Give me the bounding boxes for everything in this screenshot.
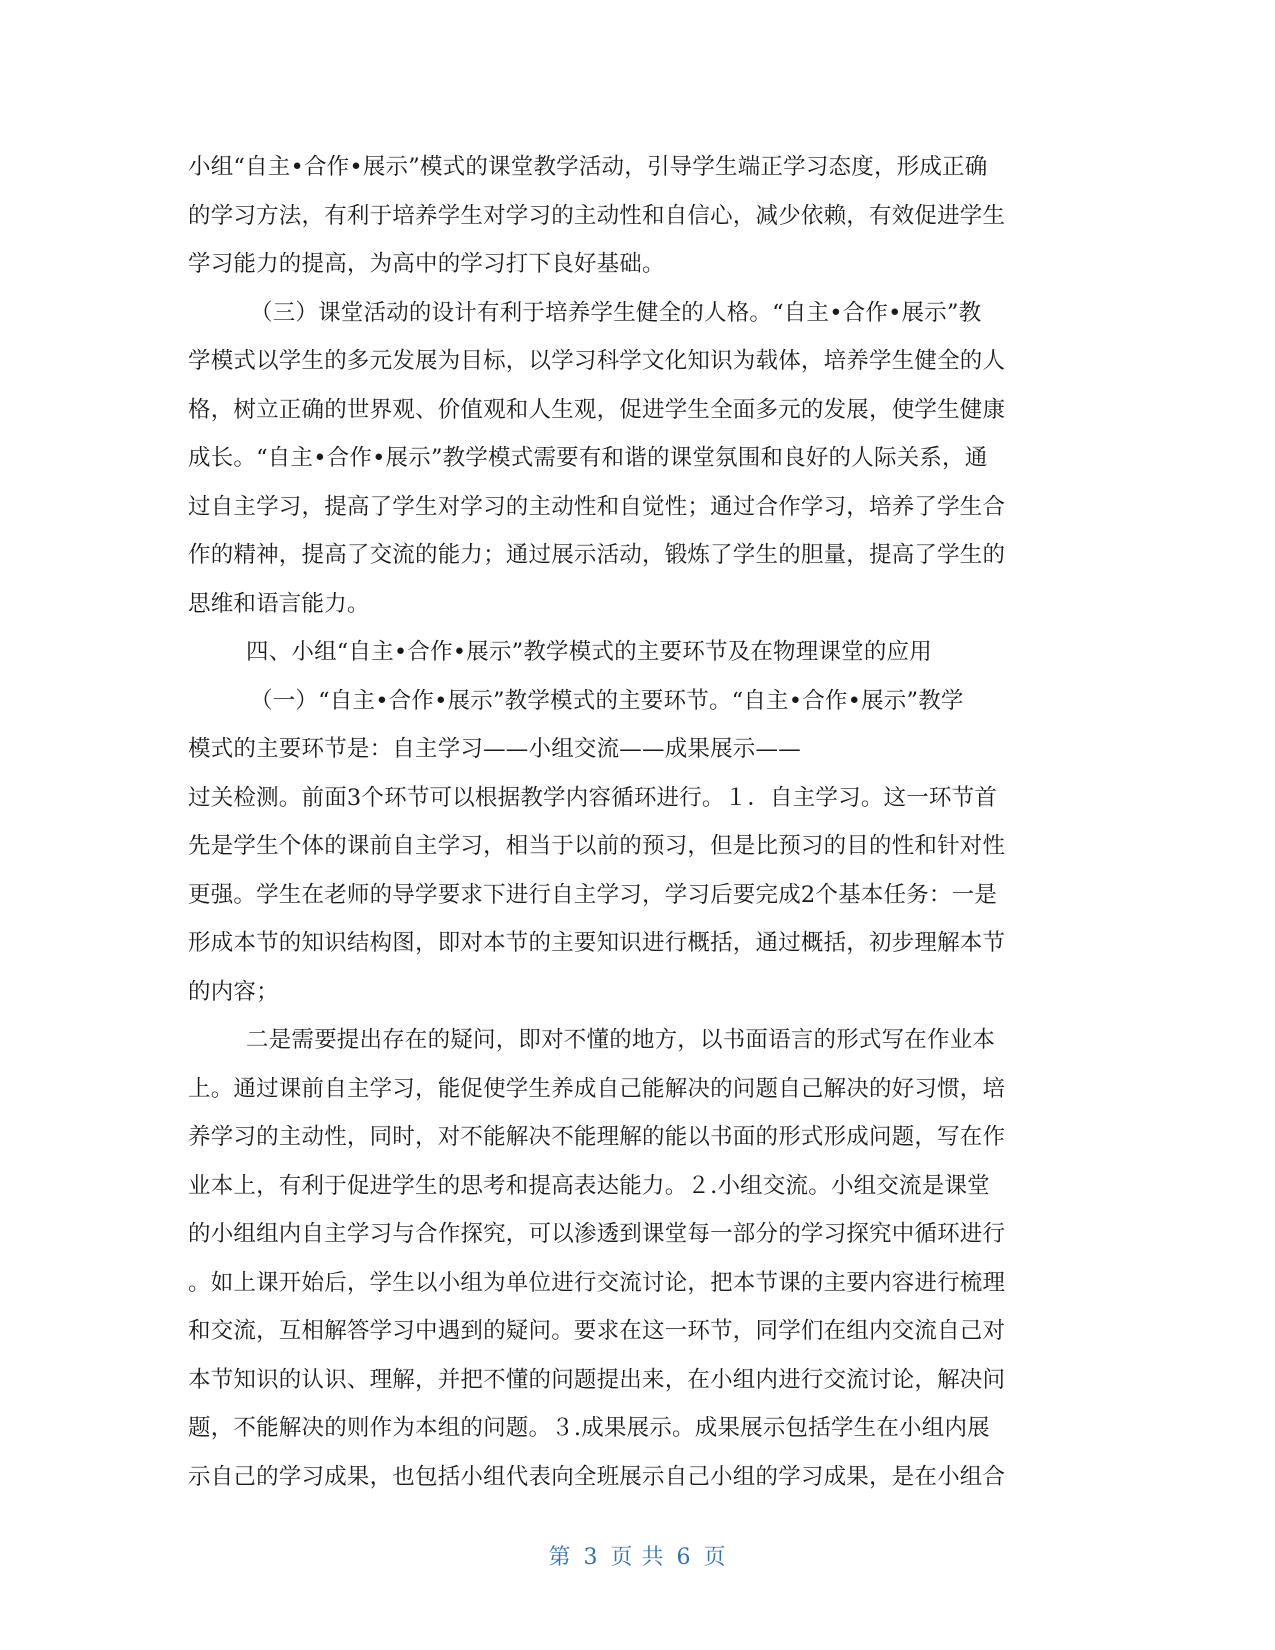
text-line-7: 成长。“自主•合作•展示”教学模式需要有和谐的课堂氛围和良好的人际关系，通 (188, 445, 988, 471)
text-line-2: 的学习方法，有利于培养学生对学习的主动性和自信心，减少依赖，有效促进学生 (188, 202, 1006, 229)
text-line-27: 题，不能解决的则作为本组的问题。３.成果展示。成果展示包括学生在小组内展 (188, 1415, 990, 1441)
text-line-19: 二是需要提出存在的疑问，即对不懂的地方，以书面语言的形式写在作业本 (246, 1027, 996, 1053)
text-line-14: 过关检测。前面3个环节可以根据教学内容循环进行。１．自主学习。这一环节首 (188, 784, 998, 811)
text-line-12: （一）“自主•合作•展示”教学模式的主要环节。“自主•合作•展示”教学 (250, 687, 964, 714)
text-line-9: 作的精神，提高了交流的能力；通过展示活动，锻炼了学生的胆量，提高了学生的 (188, 542, 1006, 568)
footer-prefix: 第 (548, 1545, 572, 1570)
footer-middle: 页 共 (610, 1545, 665, 1570)
text-line-4: （三）课堂活动的设计有利于培养学生健全的人格。“自主•合作•展示”教 (250, 299, 982, 326)
text-line-1: 小组“自主•合作•展示”模式的课堂教学活动，引导学生端正学习态度，形成正确 (188, 154, 988, 180)
text-line-18: 的内容； (188, 978, 279, 1005)
text-line-5: 学模式以学生的多元发展为目标，以学习科学文化知识为载体，培养学生健全的人 (188, 348, 1006, 374)
text-line-8: 过自主学习，提高了学生对学习的主动性和自觉性；通过合作学习，培养了学生合 (188, 493, 1006, 520)
text-line-13: 模式的主要环节是：自主学习——小组交流——成果展示—— (188, 736, 801, 762)
text-line-23: 的小组组内自主学习与合作探究，可以渗透到课堂每一部分的学习探究中循环进行 (188, 1221, 1006, 1247)
text-line-24: 。如上课开始后，学生以小组为单位进行交流讨论，把本节课的主要内容进行梳理 (188, 1269, 1006, 1296)
text-line-28: 示自己的学习成果，也包括小组代表向全班展示自己小组的学习成果，是在小组合 (188, 1463, 1006, 1490)
text-line-25: 和交流，互相解答学习中遇到的疑问。要求在这一环节，同学们在组内交流自己对 (188, 1318, 1006, 1344)
text-line-21: 养学习的主动性，同时，对不能解决不能理解的能以书面的形式形成问题，写在作 (188, 1124, 1006, 1150)
document-body (188, 143, 1088, 1501)
text-line-26: 本节知识的认识、理解，并把不懂的问题提出来，在小组内进行交流讨论，解决问 (188, 1366, 1006, 1393)
text-line-22: 业本上，有利于促进学生的思考和提高表达能力。２.小组交流。小组交流是课堂 (188, 1172, 990, 1199)
footer-total-pages: 6 (676, 1545, 692, 1570)
text-line-3: 学习能力的提高，为高中的学习打下良好基础。 (188, 251, 665, 277)
text-line-20: 上。通过课前自主学习，能促使学生养成自己能解决的问题自己解决的好习惯，培 (188, 1075, 1006, 1102)
text-line-6: 格，树立正确的世界观、价值观和人生观，促进学生全面多元的发展，使学生健康 (188, 396, 1006, 423)
text-line-17: 形成本节的知识结构图，即对本节的主要知识进行概括，通过概括，初步理解本节 (188, 930, 1006, 956)
text-line-16: 更强。学生在老师的导学要求下进行自主学习，学习后要完成2个基本任务：一是 (188, 881, 998, 908)
footer-suffix: 页 (703, 1545, 727, 1570)
page-number-footer (0, 1540, 1275, 1571)
section-heading: 四、小组“自主•合作•展示”教学模式的主要环节及在物理课堂的应用 (246, 639, 932, 665)
text-line-10: 思维和语言能力。 (188, 590, 370, 617)
footer-current-page: 3 (583, 1545, 599, 1570)
text-line-15: 先是学生个体的课前自主学习，相当于以前的预习，但是比预习的目的性和针对性 (188, 833, 1006, 859)
